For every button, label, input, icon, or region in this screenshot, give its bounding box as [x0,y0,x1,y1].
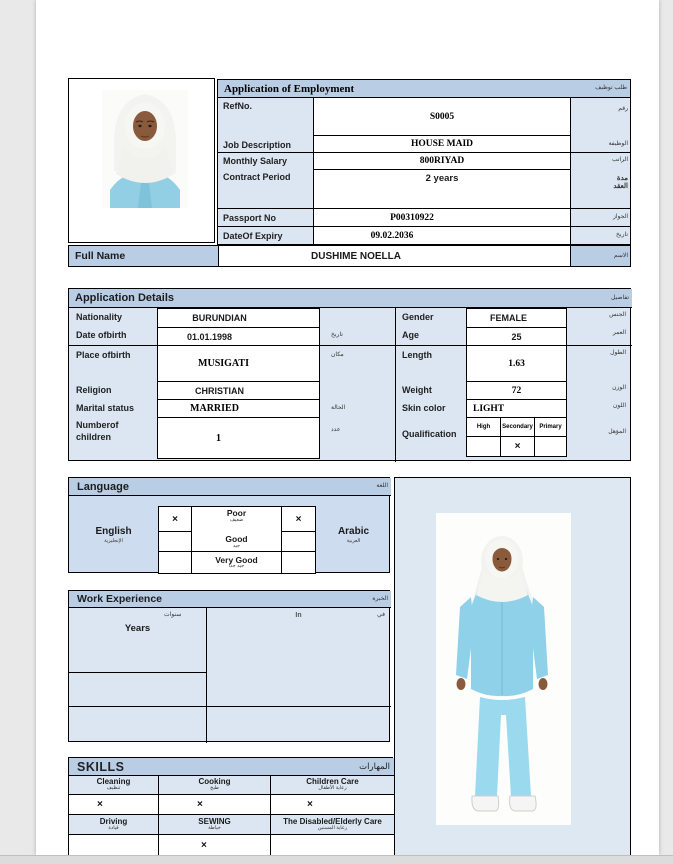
salary-value: 800RIYAD [419,156,465,166]
nationality-label: Nationality [76,312,123,322]
length-value: 1.63 [508,358,525,369]
children-value-cell [157,417,320,459]
form-title: Application of Employment [224,82,355,95]
salary-label: Monthly Salary [223,156,288,166]
english-cell [69,496,158,574]
age-value-cell [466,327,567,346]
level-good-label: Good [225,534,248,544]
arabic-verygood-checkbox [281,551,316,574]
weight-label: Weight [402,385,432,395]
form-title-arabic: طلب توظيف [595,85,627,92]
dob-value: 01.01.1998 [186,331,233,342]
pob-value: MUSIGATI [198,358,249,369]
skill-cleaning-arabic: تنظيف [106,785,121,792]
language-section [68,477,390,573]
job-label: Job Description [223,140,292,150]
application-details-section [68,288,631,461]
level-poor-label: Poor [226,508,247,518]
language-title: Language [77,480,129,493]
work-experience-divider [206,608,207,743]
skill-sewing-check: × [201,839,207,851]
application-details-header [69,289,632,308]
skill-elderlycare-label: The Disabled/Elderly Care [283,816,382,826]
fullname-arabic: الاسم [613,253,628,259]
contract-arabic-line2: العقد [613,182,628,190]
skill-childrencare-check: × [307,798,313,810]
skills-title: SKILLS [77,759,125,774]
qualification-arabic: المؤهل [608,429,626,435]
gender-value-cell [466,308,567,328]
contract-value-cell [313,169,571,209]
language-title-arabic: اللغة [376,483,388,490]
refno-arabic: رقم [618,106,628,112]
english-label: English [95,525,132,537]
fullbody-photo-frame [436,513,571,825]
expiry-value: 09.02.2036 [370,230,414,241]
refno-value: S0005 [429,111,455,122]
fullbody-photo [436,513,571,825]
form-label-column [217,97,314,245]
children-arabic: عدد [331,427,341,433]
expiry-arabic: تاريخ [616,232,628,238]
salary-value-cell [313,152,571,170]
pob-label: Place ofbirth [76,350,131,360]
dob-arabic: تاريخ [331,332,343,338]
arabic-arabic: العربية [346,537,361,544]
english-poor-checkbox [158,506,192,532]
level-good-arabic: جيد [232,542,241,549]
dob-label: Date ofbirth [76,330,127,340]
qualification-col-secondary: Secondary [502,424,533,430]
in-arabic: في [377,612,385,618]
level-verygood-arabic: جيد جدا [228,563,245,569]
skin-value: LIGHT [473,403,505,414]
skills-row1-labels [69,776,394,795]
qualification-grid [466,417,567,457]
passport-value-cell [313,208,571,227]
qualification-check-secondary: × [514,441,521,452]
age-value: 25 [511,331,522,342]
form-title-bar [217,79,631,98]
skill-driving-arabic: قيادة [108,824,119,831]
religion-value-cell [157,381,320,400]
language-header [69,478,391,496]
gender-value: FEMALE [490,313,527,323]
applicant-headshot-frame [68,78,215,243]
marital-label: Marital status [76,403,135,413]
contract-arabic-line1: مدة [616,175,628,182]
skill-cooking-label: Cooking [198,777,231,787]
work-experience-title: Work Experience [77,593,163,605]
gender-label: Gender [402,312,434,322]
skills-row2-checks [69,835,394,856]
skills-row1-checks [69,795,394,815]
contract-value: 2 years [425,173,459,184]
application-details-title-arabic: تفاصيل [611,294,629,301]
marital-arabic: الحالة [331,405,346,411]
fullbody-panel [394,477,631,855]
dob-value-cell [157,327,320,346]
children-label-line2: children [76,432,112,442]
skills-title-arabic: المهارات [359,760,390,771]
nationality-value: BURUNDIAN [192,313,247,323]
skin-label: Skin color [402,403,446,413]
form-value-column [313,97,571,245]
arabic-good-checkbox [281,531,316,552]
skill-cooking-arabic: طبخ [210,785,219,792]
salary-arabic: الراتب [611,157,628,163]
skills-header [69,758,394,776]
skills-section [68,757,393,855]
length-label: Length [402,350,432,360]
application-details-title: Application Details [75,292,175,304]
passport-arabic: الجواز [612,214,628,220]
skill-childrencare-arabic: رعاية الأطفال [318,785,347,792]
skill-elderlycare-arabic: رعاية المسنين [317,824,348,831]
english-poor-check: × [172,513,178,525]
details-divider [395,308,396,462]
length-value-cell [466,345,567,382]
skill-sewing-label: SEWING [198,816,231,826]
work-experience-title-arabic: الخبرة [372,595,388,602]
arabic-cell [316,496,391,574]
work-experience-rule [69,706,391,707]
job-arabic: الوظيفة [608,141,628,148]
marital-value: MARRIED [190,403,239,414]
age-arabic: العمر [612,330,626,336]
document-page [36,0,659,855]
in-label: In [295,612,302,619]
applicant-headshot-photo [102,90,188,208]
english-verygood-checkbox [158,551,192,574]
marital-value-cell [157,399,320,418]
age-label: Age [402,330,420,340]
refno-label: RefNo. [223,101,252,111]
skin-value-cell [466,399,567,418]
qualification-col-primary: Primary [539,424,562,430]
qualification-col-high: High [476,424,491,430]
qualification-label: Qualification [402,429,457,439]
level-poor-good-cell [191,506,282,552]
arabic-poor-checkbox [281,506,316,532]
english-arabic: الإنجليزية [104,537,123,544]
fullname-label-cell [68,245,219,267]
weight-value-cell [466,381,567,400]
viewer-bottom-edge [0,855,673,864]
fullname-value-cell [218,245,571,267]
arabic-poor-check: × [295,513,302,525]
skill-cooking-check: × [197,798,203,810]
expiry-value-cell [313,226,571,245]
english-good-checkbox [158,531,192,552]
fullname-value: DUSHIME NOELLA [311,250,401,262]
skill-sewing-arabic: خياطة [208,824,221,831]
level-verygood-label: Very Good [215,554,258,565]
work-experience-header [69,591,391,608]
contract-label: Contract Period [223,172,291,182]
passport-value: P00310922 [390,212,434,223]
skills-row2-labels [69,815,394,835]
length-arabic: الطول [610,350,626,356]
nationality-value-cell [157,308,320,328]
work-experience-section [68,590,390,742]
job-value: HOUSE MAID [410,139,474,149]
weight-value: 72 [511,385,522,396]
weight-arabic: الوزن [612,385,626,391]
years-arabic: سنوات [164,612,182,618]
passport-label: Passport No [223,212,277,223]
refno-value-cell [313,97,571,136]
skill-driving-label: Driving [99,816,128,826]
skin-arabic: اللون [613,403,626,409]
fullname-arabic-cell [570,245,631,267]
religion-value: CHRISTIAN [195,385,244,396]
form-arabic-column [570,97,631,245]
religion-label: Religion [76,385,112,395]
work-experience-left-rule [69,672,206,673]
gender-arabic: الجنس [609,312,626,318]
skill-childrencare-label: Children Care [306,777,359,787]
skill-cleaning-label: Cleaning [96,777,131,787]
job-value-cell [313,135,571,153]
level-verygood-cell [191,551,282,574]
fullname-label: Full Name [75,250,126,262]
pob-value-cell [157,345,320,382]
arabic-label: Arabic [337,525,370,537]
skill-cleaning-check: × [97,798,103,810]
level-poor-arabic: ضعيف [229,516,244,523]
years-label: Years [124,623,151,634]
expiry-label: DateOf Expiry [223,230,283,241]
children-value: 1 [216,432,221,444]
pob-arabic: مكان [331,352,344,358]
children-label-line1: Numberof [76,420,119,430]
